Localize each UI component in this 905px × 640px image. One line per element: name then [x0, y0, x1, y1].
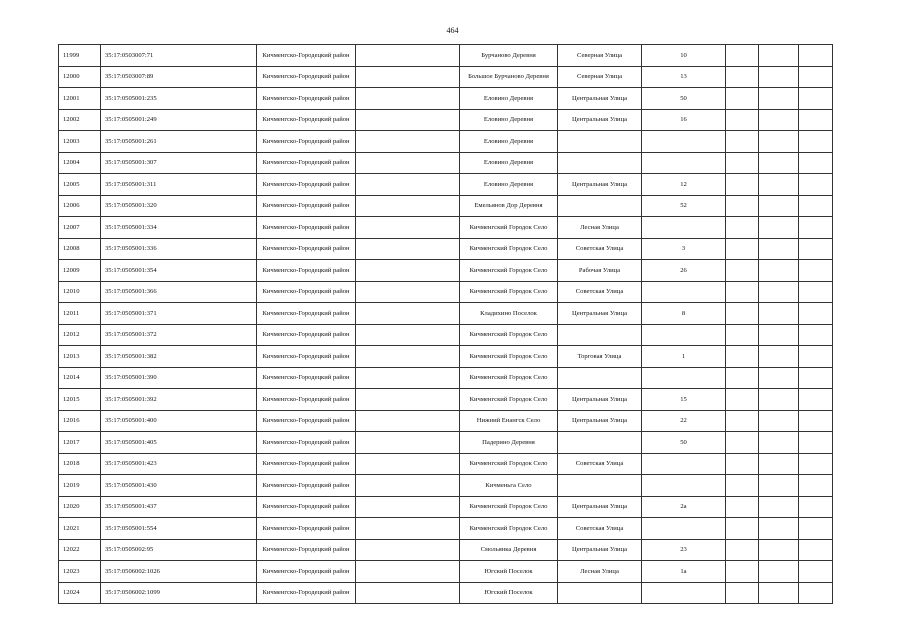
table-row: [59, 324, 833, 346]
blank-cell: [356, 539, 460, 561]
cadastral-number-cell: 35:17:0505001:354: [101, 260, 257, 282]
street-cell: Центральная Улица: [558, 109, 642, 131]
blank-cell: [799, 109, 833, 131]
street-cell: [558, 195, 642, 217]
registry-table: [58, 44, 833, 604]
row-number-cell: 12014: [59, 367, 101, 389]
cadastral-number-cell: 35:17:0505001:554: [101, 518, 257, 540]
cadastral-number-cell: 35:17:0503007:89: [101, 66, 257, 88]
table-row: [59, 475, 833, 497]
district-cell: Кичменгско-Городецкий район: [257, 410, 356, 432]
blank-cell: [356, 367, 460, 389]
locality-cell: Еловино Деревня: [460, 88, 558, 110]
district-cell: Кичменгско-Городецкий район: [257, 432, 356, 454]
house-number-cell: 10: [642, 45, 726, 67]
table-row: [59, 389, 833, 411]
district-cell: Кичменгско-Городецкий район: [257, 66, 356, 88]
blank-cell: [356, 561, 460, 583]
table-row: [59, 45, 833, 67]
house-number-cell: 12: [642, 174, 726, 196]
street-cell: Рабочая Улица: [558, 260, 642, 282]
table-row: [59, 195, 833, 217]
table-row: [59, 152, 833, 174]
blank-cell: [799, 131, 833, 153]
house-number-cell: [642, 582, 726, 604]
row-number-cell: 12023: [59, 561, 101, 583]
blank-cell: [726, 453, 759, 475]
house-number-cell: 22: [642, 410, 726, 432]
blank-cell: [726, 238, 759, 260]
house-number-cell: 13: [642, 66, 726, 88]
street-cell: [558, 367, 642, 389]
street-cell: Северная Улица: [558, 45, 642, 67]
blank-cell: [726, 152, 759, 174]
table-row: [59, 109, 833, 131]
blank-cell: [726, 195, 759, 217]
street-cell: Центральная Улица: [558, 174, 642, 196]
blank-cell: [356, 152, 460, 174]
cadastral-number-cell: 35:17:0505001:405: [101, 432, 257, 454]
street-cell: Лесная Улица: [558, 217, 642, 239]
locality-cell: Кичменгский Городок Село: [460, 281, 558, 303]
blank-cell: [356, 432, 460, 454]
blank-cell: [799, 496, 833, 518]
blank-cell: [726, 367, 759, 389]
house-number-cell: [642, 453, 726, 475]
blank-cell: [759, 131, 799, 153]
table-row: [59, 174, 833, 196]
page-number: 464: [446, 26, 459, 35]
district-cell: Кичменгско-Городецкий район: [257, 475, 356, 497]
locality-cell: Смольянка Деревня: [460, 539, 558, 561]
blank-cell: [356, 195, 460, 217]
street-cell: [558, 324, 642, 346]
blank-cell: [799, 303, 833, 325]
street-cell: [558, 131, 642, 153]
cadastral-number-cell: 35:17:0505001:400: [101, 410, 257, 432]
blank-cell: [356, 45, 460, 67]
blank-cell: [799, 410, 833, 432]
locality-cell: Югский Поселок: [460, 561, 558, 583]
house-number-cell: 16: [642, 109, 726, 131]
blank-cell: [726, 475, 759, 497]
row-number-cell: 12001: [59, 88, 101, 110]
house-number-cell: [642, 475, 726, 497]
row-number-cell: 12024: [59, 582, 101, 604]
cadastral-number-cell: 35:17:0505001:320: [101, 195, 257, 217]
blank-cell: [759, 475, 799, 497]
blank-cell: [799, 539, 833, 561]
blank-cell: [799, 281, 833, 303]
blank-cell: [759, 389, 799, 411]
row-number-cell: 12000: [59, 66, 101, 88]
table-row: [59, 561, 833, 583]
blank-cell: [799, 152, 833, 174]
blank-cell: [356, 88, 460, 110]
blank-cell: [759, 453, 799, 475]
blank-cell: [356, 324, 460, 346]
table-row: [59, 518, 833, 540]
district-cell: Кичменгско-Городецкий район: [257, 346, 356, 368]
blank-cell: [799, 66, 833, 88]
blank-cell: [726, 496, 759, 518]
street-cell: [558, 582, 642, 604]
cadastral-number-cell: 35:17:0505001:307: [101, 152, 257, 174]
blank-cell: [356, 66, 460, 88]
row-number-cell: 12006: [59, 195, 101, 217]
district-cell: Кичменгско-Городецкий район: [257, 496, 356, 518]
row-number-cell: 12016: [59, 410, 101, 432]
blank-cell: [726, 582, 759, 604]
street-cell: Советская Улица: [558, 518, 642, 540]
table-row: [59, 496, 833, 518]
blank-cell: [356, 109, 460, 131]
blank-cell: [759, 281, 799, 303]
cadastral-number-cell: 35:17:0505001:382: [101, 346, 257, 368]
house-number-cell: [642, 131, 726, 153]
house-number-cell: 50: [642, 432, 726, 454]
blank-cell: [759, 539, 799, 561]
blank-cell: [726, 88, 759, 110]
row-number-cell: 12008: [59, 238, 101, 260]
cadastral-number-cell: 35:17:0506002:1099: [101, 582, 257, 604]
locality-cell: Еловино Деревня: [460, 152, 558, 174]
blank-cell: [759, 174, 799, 196]
locality-cell: Еловино Деревня: [460, 109, 558, 131]
table-row: [59, 303, 833, 325]
blank-cell: [726, 281, 759, 303]
blank-cell: [799, 518, 833, 540]
house-number-cell: [642, 217, 726, 239]
cadastral-number-cell: 35:17:0505001:366: [101, 281, 257, 303]
cadastral-number-cell: 35:17:0505001:261: [101, 131, 257, 153]
street-cell: Центральная Улица: [558, 389, 642, 411]
district-cell: Кичменгско-Городецкий район: [257, 217, 356, 239]
street-cell: Северная Улица: [558, 66, 642, 88]
street-cell: Центральная Улица: [558, 496, 642, 518]
blank-cell: [799, 475, 833, 497]
table-row: [59, 539, 833, 561]
house-number-cell: [642, 324, 726, 346]
district-cell: Кичменгско-Городецкий район: [257, 281, 356, 303]
blank-cell: [356, 217, 460, 239]
cadastral-number-cell: 35:17:0505001:390: [101, 367, 257, 389]
locality-cell: Бурчаново Деревня: [460, 45, 558, 67]
row-number-cell: 12007: [59, 217, 101, 239]
row-number-cell: 12020: [59, 496, 101, 518]
street-cell: Советская Улица: [558, 281, 642, 303]
table-row: [59, 367, 833, 389]
house-number-cell: 26: [642, 260, 726, 282]
street-cell: Советская Улица: [558, 453, 642, 475]
blank-cell: [726, 303, 759, 325]
cadastral-number-cell: 35:17:0505001:311: [101, 174, 257, 196]
locality-cell: Кичменгский Городок Село: [460, 217, 558, 239]
blank-cell: [759, 195, 799, 217]
house-number-cell: 50: [642, 88, 726, 110]
district-cell: Кичменгско-Городецкий район: [257, 582, 356, 604]
street-cell: Центральная Улица: [558, 303, 642, 325]
locality-cell: Кичменгский Городок Село: [460, 518, 558, 540]
street-cell: Центральная Улица: [558, 410, 642, 432]
blank-cell: [356, 475, 460, 497]
blank-cell: [726, 45, 759, 67]
row-number-cell: 12015: [59, 389, 101, 411]
blank-cell: [726, 174, 759, 196]
house-number-cell: [642, 152, 726, 174]
table-row: [59, 238, 833, 260]
district-cell: Кичменгско-Городецкий район: [257, 109, 356, 131]
street-cell: Советская Улица: [558, 238, 642, 260]
blank-cell: [799, 195, 833, 217]
table-row: [59, 66, 833, 88]
cadastral-number-cell: 35:17:0505001:437: [101, 496, 257, 518]
blank-cell: [759, 561, 799, 583]
blank-cell: [726, 346, 759, 368]
locality-cell: Кичменгский Городок Село: [460, 367, 558, 389]
house-number-cell: 1: [642, 346, 726, 368]
district-cell: Кичменгско-Городецкий район: [257, 367, 356, 389]
cadastral-number-cell: 35:17:0505001:336: [101, 238, 257, 260]
table-row: [59, 88, 833, 110]
locality-cell: Кичменьга Село: [460, 475, 558, 497]
blank-cell: [356, 389, 460, 411]
street-cell: Торговая Улица: [558, 346, 642, 368]
blank-cell: [759, 582, 799, 604]
district-cell: Кичменгско-Городецкий район: [257, 561, 356, 583]
street-cell: [558, 152, 642, 174]
cadastral-number-cell: 35:17:0503007:71: [101, 45, 257, 67]
blank-cell: [759, 66, 799, 88]
district-cell: Кичменгско-Городецкий район: [257, 88, 356, 110]
blank-cell: [759, 45, 799, 67]
cadastral-number-cell: 35:17:0505001:334: [101, 217, 257, 239]
locality-cell: Кичменгский Городок Село: [460, 453, 558, 475]
blank-cell: [356, 260, 460, 282]
district-cell: Кичменгско-Городецкий район: [257, 453, 356, 475]
blank-cell: [726, 389, 759, 411]
blank-cell: [356, 410, 460, 432]
blank-cell: [726, 518, 759, 540]
street-cell: Центральная Улица: [558, 88, 642, 110]
locality-cell: Падерино Деревня: [460, 432, 558, 454]
table-row: [59, 582, 833, 604]
table-row: [59, 281, 833, 303]
house-number-cell: 23: [642, 539, 726, 561]
district-cell: Кичменгско-Городецкий район: [257, 518, 356, 540]
locality-cell: Большое Бурчаново Деревня: [460, 66, 558, 88]
locality-cell: Кичменгский Городок Село: [460, 389, 558, 411]
blank-cell: [726, 324, 759, 346]
table-row: [59, 346, 833, 368]
house-number-cell: 2а: [642, 496, 726, 518]
locality-cell: Кичменгский Городок Село: [460, 324, 558, 346]
cadastral-number-cell: 35:17:0506002:1026: [101, 561, 257, 583]
district-cell: Кичменгско-Городецкий район: [257, 539, 356, 561]
cadastral-number-cell: 35:17:0505001:392: [101, 389, 257, 411]
house-number-cell: [642, 367, 726, 389]
blank-cell: [759, 109, 799, 131]
blank-cell: [759, 260, 799, 282]
blank-cell: [726, 260, 759, 282]
blank-cell: [726, 66, 759, 88]
row-number-cell: 12009: [59, 260, 101, 282]
street-cell: [558, 475, 642, 497]
house-number-cell: [642, 281, 726, 303]
locality-cell: Нижний Енангск Село: [460, 410, 558, 432]
blank-cell: [356, 496, 460, 518]
blank-cell: [799, 324, 833, 346]
blank-cell: [799, 238, 833, 260]
blank-cell: [759, 152, 799, 174]
house-number-cell: 15: [642, 389, 726, 411]
blank-cell: [799, 174, 833, 196]
blank-cell: [356, 238, 460, 260]
cadastral-number-cell: 35:17:0505001:372: [101, 324, 257, 346]
locality-cell: Кладихино Поселок: [460, 303, 558, 325]
row-number-cell: 12002: [59, 109, 101, 131]
blank-cell: [726, 109, 759, 131]
row-number-cell: 12012: [59, 324, 101, 346]
blank-cell: [726, 432, 759, 454]
blank-cell: [799, 582, 833, 604]
blank-cell: [799, 88, 833, 110]
blank-cell: [726, 539, 759, 561]
row-number-cell: 12019: [59, 475, 101, 497]
district-cell: Кичменгско-Городецкий район: [257, 303, 356, 325]
blank-cell: [356, 281, 460, 303]
blank-cell: [759, 410, 799, 432]
blank-cell: [726, 131, 759, 153]
district-cell: Кичменгско-Городецкий район: [257, 45, 356, 67]
blank-cell: [799, 367, 833, 389]
street-cell: [558, 432, 642, 454]
row-number-cell: 12013: [59, 346, 101, 368]
district-cell: Кичменгско-Городецкий район: [257, 174, 356, 196]
row-number-cell: 12018: [59, 453, 101, 475]
district-cell: Кичменгско-Городецкий район: [257, 260, 356, 282]
table-row: [59, 260, 833, 282]
district-cell: Кичменгско-Городецкий район: [257, 238, 356, 260]
blank-cell: [759, 303, 799, 325]
table-row: [59, 453, 833, 475]
blank-cell: [726, 561, 759, 583]
locality-cell: Кичменгский Городок Село: [460, 238, 558, 260]
district-cell: Кичменгско-Городецкий район: [257, 389, 356, 411]
blank-cell: [356, 518, 460, 540]
row-number-cell: 12004: [59, 152, 101, 174]
blank-cell: [356, 346, 460, 368]
row-number-cell: 12021: [59, 518, 101, 540]
cadastral-number-cell: 35:17:0505001:371: [101, 303, 257, 325]
blank-cell: [799, 389, 833, 411]
district-cell: Кичменгско-Городецкий район: [257, 324, 356, 346]
row-number-cell: 12005: [59, 174, 101, 196]
table-row: [59, 131, 833, 153]
blank-cell: [759, 88, 799, 110]
blank-cell: [799, 432, 833, 454]
house-number-cell: [642, 518, 726, 540]
blank-cell: [356, 174, 460, 196]
blank-cell: [759, 518, 799, 540]
blank-cell: [799, 561, 833, 583]
locality-cell: Кичменгский Городок Село: [460, 260, 558, 282]
blank-cell: [726, 217, 759, 239]
locality-cell: Югский Поселок: [460, 582, 558, 604]
house-number-cell: 3: [642, 238, 726, 260]
blank-cell: [356, 131, 460, 153]
blank-cell: [759, 432, 799, 454]
house-number-cell: 8: [642, 303, 726, 325]
district-cell: Кичменгско-Городецкий район: [257, 131, 356, 153]
locality-cell: Еловино Деревня: [460, 174, 558, 196]
blank-cell: [799, 346, 833, 368]
row-number-cell: 12010: [59, 281, 101, 303]
street-cell: Лесная Улица: [558, 561, 642, 583]
cadastral-number-cell: 35:17:0505002:95: [101, 539, 257, 561]
cadastral-number-cell: 35:17:0505001:430: [101, 475, 257, 497]
house-number-cell: 1а: [642, 561, 726, 583]
row-number-cell: 12011: [59, 303, 101, 325]
blank-cell: [356, 453, 460, 475]
blank-cell: [759, 346, 799, 368]
locality-cell: Еловино Деревня: [460, 131, 558, 153]
blank-cell: [799, 45, 833, 67]
row-number-cell: 12017: [59, 432, 101, 454]
locality-cell: Кичменгский Городок Село: [460, 496, 558, 518]
blank-cell: [759, 496, 799, 518]
district-cell: Кичменгско-Городецкий район: [257, 195, 356, 217]
locality-cell: Емельянов Дор Деревня: [460, 195, 558, 217]
house-number-cell: 52: [642, 195, 726, 217]
blank-cell: [799, 453, 833, 475]
row-number-cell: 11999: [59, 45, 101, 67]
district-cell: Кичменгско-Городецкий район: [257, 152, 356, 174]
blank-cell: [759, 367, 799, 389]
cadastral-number-cell: 35:17:0505001:423: [101, 453, 257, 475]
row-number-cell: 12003: [59, 131, 101, 153]
cadastral-number-cell: 35:17:0505001:249: [101, 109, 257, 131]
blank-cell: [799, 217, 833, 239]
blank-cell: [759, 324, 799, 346]
table-row: [59, 217, 833, 239]
blank-cell: [759, 238, 799, 260]
table-row: [59, 410, 833, 432]
street-cell: Центральная Улица: [558, 539, 642, 561]
locality-cell: Кичменгский Городок Село: [460, 346, 558, 368]
blank-cell: [759, 217, 799, 239]
blank-cell: [356, 303, 460, 325]
table-row: [59, 432, 833, 454]
cadastral-number-cell: 35:17:0505001:235: [101, 88, 257, 110]
row-number-cell: 12022: [59, 539, 101, 561]
blank-cell: [356, 582, 460, 604]
blank-cell: [726, 410, 759, 432]
blank-cell: [799, 260, 833, 282]
